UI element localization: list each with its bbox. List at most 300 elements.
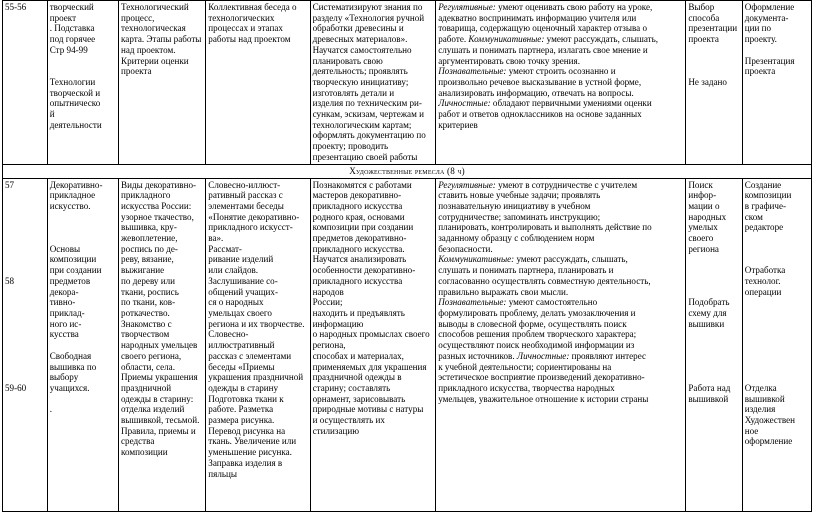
activity-type — [206, 1, 310, 165]
text-line: 58 — [5, 275, 15, 286]
section-title: Художественные ремесла (8 ч) — [3, 164, 812, 178]
text-line: умелых — [688, 222, 718, 233]
text-line: при создании — [49, 265, 102, 276]
text-line: проекта — [121, 66, 152, 77]
text-line — [50, 394, 116, 405]
text-line: Выбор — [688, 2, 715, 12]
text-line — [745, 244, 809, 255]
lesson-number — [3, 178, 48, 511]
text-line: разделу «Технология ручной — [312, 12, 425, 23]
text-line: изделия по техническим ри- — [312, 98, 422, 109]
text-line: Рассмат- — [208, 243, 242, 254]
uud-text: разных источников. — [438, 350, 517, 361]
uud-line — [438, 212, 683, 223]
text-line: Словесно-иллюст- — [208, 179, 281, 190]
text-line: Критерии оценки — [121, 55, 189, 66]
text-line — [688, 340, 739, 351]
text-line: опытническо — [49, 98, 101, 109]
lesson-topic — [47, 178, 118, 511]
text-line — [688, 351, 739, 362]
uud-line — [438, 56, 683, 67]
text-line: роспись по де- — [121, 243, 178, 254]
text-line: проекта — [688, 34, 719, 45]
text-line — [50, 233, 116, 244]
uud-line — [438, 233, 683, 244]
text-line: своего региона, — [121, 350, 182, 361]
text-line — [5, 201, 45, 212]
subject-results — [310, 178, 436, 511]
text-line: особенности декоративно- — [312, 265, 416, 276]
text-line: кусства — [49, 329, 79, 340]
text-line: творческий — [49, 2, 94, 12]
uud-category-label: Регулятивные: — [438, 2, 496, 12]
text-line: прикладного искусст- — [208, 222, 293, 233]
text-line: умельцах своего — [208, 307, 272, 318]
uud-category-label: Регулятивные: — [438, 179, 496, 190]
text-line: пяльцы — [208, 468, 238, 479]
text-line: процесс, — [121, 12, 155, 23]
uud-text: способов решения проблем творческого характера; — [438, 329, 637, 340]
uud-category-label: Познавательные: — [438, 66, 507, 77]
uud-line — [438, 180, 683, 191]
text-line: искусства России: — [121, 200, 192, 211]
uud-text: умеют рассуждать, слышать, — [514, 254, 628, 265]
uud-line — [438, 190, 683, 201]
text-line: выжигание — [121, 265, 165, 276]
text-line: Работа над — [688, 382, 731, 393]
uud-category-label: Познавательные: — [438, 297, 507, 308]
text-line: творческой и — [49, 87, 101, 98]
text-line: уменьшение рисунка. — [208, 447, 292, 458]
text-line — [688, 276, 739, 287]
activity-type — [206, 178, 310, 511]
text-line: узорное ткачество, — [121, 211, 194, 222]
text-line: технолог. — [744, 275, 781, 286]
text-line: под горячее — [49, 34, 96, 45]
text-line: Подобрать — [688, 297, 730, 308]
uud-line — [438, 201, 683, 212]
text-line: проекту. — [744, 34, 777, 45]
uud-text: адекватно воспринимать информацию учителя или — [438, 12, 637, 23]
text-line: «Понятие декоративно- — [208, 211, 300, 222]
text-line: 57 — [5, 179, 15, 190]
text-line — [688, 329, 739, 340]
text-line: композиции — [49, 254, 97, 265]
text-line: вышивкой — [744, 393, 785, 404]
text-line — [688, 362, 739, 373]
text-line — [5, 308, 45, 319]
text-line: Основы — [49, 243, 81, 254]
subject-results — [310, 1, 436, 165]
uud-line — [438, 77, 683, 88]
text-line: области, села. — [121, 361, 175, 372]
text-line: праздничной одежды в — [312, 372, 402, 383]
uud-line — [438, 265, 683, 276]
text-line: ративный рассказ с — [208, 190, 283, 201]
text-line: размера рисунка. — [208, 415, 275, 426]
text-line: реву, вязание, — [121, 254, 174, 265]
text-line: творчеством — [121, 329, 170, 340]
control-form — [742, 178, 811, 511]
text-line: своего региона — [688, 233, 719, 254]
text-line: прикладное — [49, 190, 96, 201]
text-line: народных — [688, 211, 727, 222]
text-line — [5, 372, 45, 383]
text-line: 59-60 — [5, 382, 27, 393]
text-line — [688, 372, 739, 383]
text-line: жевоплетение, — [121, 233, 178, 244]
uud-text: работ и ответов одноклассников на основе заданных — [438, 109, 642, 120]
text-line: одежды в старину: — [121, 393, 194, 404]
uud-text: аргументировать свою точку зрения. — [438, 55, 580, 66]
text-line: технологическая — [121, 23, 186, 34]
uud-text: формулировать проблему, делать умозаключения и — [438, 307, 636, 318]
text-line: информацию — [312, 318, 364, 329]
text-line: Создание — [744, 179, 782, 190]
lesson-content — [119, 178, 206, 511]
text-line — [745, 45, 809, 56]
text-line — [5, 254, 45, 265]
text-line: Стр 94-99 — [49, 44, 88, 55]
uud-text: ставить новые учебные задачи; проявлять — [438, 190, 601, 201]
uud-text: планировать, контролировать и выполнять действие по — [438, 222, 652, 233]
text-line — [5, 233, 45, 244]
text-line — [745, 297, 809, 308]
text-line: стилизацию — [312, 425, 360, 436]
uud-line — [438, 45, 683, 56]
text-line: украшения праздничной — [208, 372, 304, 383]
text-line: способах и материалах, — [312, 350, 404, 361]
text-line: России; — [312, 297, 343, 308]
uud-text: произвольно речевое высказывание в устной форме, — [438, 76, 642, 87]
table-row — [3, 1, 812, 165]
text-line: Отработка — [744, 265, 786, 276]
text-line: прикладного искусства народов — [312, 275, 403, 297]
uud-line — [438, 13, 683, 24]
text-line: планировать свою — [312, 55, 383, 66]
text-line: й — [49, 109, 55, 120]
text-line: элементами беседы — [208, 200, 284, 211]
uud-line — [438, 98, 683, 109]
text-line: региона, — [312, 340, 346, 351]
uud-text: безопасности. — [438, 243, 493, 254]
text-line: оформлять документацию по — [312, 130, 426, 141]
uud-line — [438, 394, 683, 405]
lesson-number: 55-56 — [3, 1, 48, 165]
text-line: Заслушивание со- — [208, 275, 278, 286]
text-line — [688, 45, 739, 56]
text-line: . — [49, 404, 52, 415]
text-line — [5, 190, 45, 201]
text-line — [745, 319, 809, 330]
text-line: иллюстративный — [208, 340, 275, 351]
text-line — [5, 212, 45, 223]
uud-line — [438, 23, 683, 34]
text-line: оформление — [744, 436, 793, 447]
text-line — [688, 66, 739, 77]
text-line: Свободная — [49, 350, 92, 361]
text-line — [745, 254, 809, 265]
text-line: Словесно- — [208, 329, 249, 340]
text-line: рассказ с элементами — [208, 350, 292, 361]
text-line — [745, 329, 809, 340]
uud-results — [436, 1, 686, 165]
uud-line — [438, 329, 683, 340]
uud-text: выводы в словесной форме, осуществлять поиск — [438, 318, 627, 329]
uud-line — [438, 244, 683, 255]
text-line: региона и их творчестве. — [208, 318, 305, 329]
text-line: мастеров декоративно- — [312, 190, 402, 201]
section-row — [3, 164, 812, 178]
text-line: композиции при создании — [312, 222, 414, 233]
uud-text: умеют оценивать свою работу на уроке, — [495, 2, 653, 12]
uud-text: обладают первичными умениями оценки — [490, 98, 652, 109]
text-line: вышивка, кру- — [121, 222, 177, 233]
text-line — [5, 297, 45, 308]
text-line: тивно- — [49, 297, 76, 308]
uud-text: слушать и понимать партнера, планировать и — [438, 265, 614, 276]
text-line: прикладного искусства. — [312, 243, 405, 254]
text-line: проекту; проводить — [312, 141, 389, 152]
text-line: документа- — [744, 12, 789, 23]
uud-line — [438, 383, 683, 394]
uud-text: умеют самостоятельно — [506, 297, 598, 308]
text-line: приклад- — [49, 307, 85, 318]
text-line — [745, 351, 809, 362]
text-line — [688, 287, 739, 298]
text-line — [745, 362, 809, 373]
text-line: по ткани, ков- — [121, 297, 176, 308]
text-line: предметов — [49, 275, 91, 286]
text-line: ного ис- — [49, 318, 82, 329]
text-line: и осуществлять их — [312, 415, 385, 426]
uud-line — [438, 222, 683, 233]
uud-category-label: Коммуникативные: — [468, 34, 545, 45]
text-line: Художествен — [744, 415, 796, 426]
text-line: презентации — [688, 23, 738, 34]
uud-text: прикладного искусства, творчества народных — [438, 382, 615, 393]
text-line: вышивка по — [49, 361, 97, 372]
uud-text: познавательную инициативу в учебном — [438, 200, 591, 211]
text-line: роткачество. — [121, 307, 170, 318]
uud-text: анализировать информацию, отвечать на вопросы. — [438, 87, 634, 98]
text-line: одежды в старину — [208, 382, 279, 393]
text-line: ткани, роспись — [121, 286, 179, 297]
text-line: вышивкой — [688, 393, 729, 404]
text-line: Не задано — [688, 76, 727, 87]
text-line — [688, 265, 739, 276]
uud-category-label: Личностные: — [516, 350, 570, 361]
text-line: ное — [744, 425, 759, 436]
uud-line — [438, 362, 683, 373]
text-line — [745, 233, 809, 244]
lesson-content — [119, 1, 206, 165]
text-line: прикладного искусства — [312, 200, 403, 211]
text-line: ва». — [208, 233, 224, 244]
text-line — [5, 222, 45, 233]
text-line: ткань. Увеличение или — [208, 436, 297, 447]
text-line: работе. Разметка — [208, 404, 274, 415]
text-line: над проектом. — [121, 44, 176, 55]
uud-line — [438, 120, 683, 131]
text-line: праздничной — [121, 382, 172, 393]
lesson-topic — [47, 1, 118, 165]
text-line: Виды декоративно- — [121, 179, 197, 190]
text-line: Познакомятся с работами — [312, 179, 412, 190]
text-line: о народных промыслах своего — [312, 329, 430, 340]
text-line: Технологический — [121, 2, 189, 12]
text-line: находить и предъявлять — [312, 307, 405, 318]
uud-text: умеют рассуждать, слышать, — [544, 34, 659, 45]
text-line: Оформление — [744, 2, 795, 12]
text-line — [688, 56, 739, 67]
uud-text: сотрудничестве; запоминать инструкцию; — [438, 211, 601, 222]
uud-line — [438, 340, 683, 351]
uud-results — [436, 178, 686, 511]
table-row — [3, 178, 812, 511]
text-line: вышивки — [688, 318, 725, 329]
text-line: обработки древесины и — [312, 23, 404, 34]
text-line: карта. Этапы работы — [121, 34, 202, 45]
text-line: Отделка — [744, 382, 777, 393]
text-line — [745, 372, 809, 383]
uud-line — [438, 287, 683, 298]
text-line: процессах и этапах — [208, 23, 283, 34]
uud-line — [438, 2, 683, 13]
text-line: средства — [121, 436, 155, 447]
text-line: общений учащих- — [208, 286, 278, 297]
uud-text: работе. — [438, 34, 469, 45]
uud-text: слушать и понимать партнера, излагать свое мнение и — [438, 44, 648, 55]
text-line: народных умельцев — [121, 340, 198, 351]
text-line: Знакомство с — [121, 318, 172, 329]
text-line: Приемы украшения — [121, 372, 198, 383]
uud-line — [438, 109, 683, 120]
text-line: работы над проектом — [208, 34, 291, 45]
text-line: Технологии — [49, 76, 96, 87]
text-line — [745, 308, 809, 319]
text-line: композиции — [121, 447, 168, 458]
text-line: технологическим картам; — [312, 119, 412, 130]
text-line: старину; составлять — [312, 382, 391, 393]
text-line — [5, 329, 45, 340]
text-line: редакторе — [744, 222, 784, 233]
text-line: предметов декоративно- — [312, 233, 407, 244]
uud-text: умельцев, уважительное отношение к истории страны — [438, 393, 649, 404]
uud-line — [438, 297, 683, 308]
text-line: Поиск инфор- — [688, 179, 717, 201]
text-line — [50, 56, 116, 67]
text-line — [5, 351, 45, 362]
uud-line — [438, 254, 683, 265]
text-line: в графиче- — [744, 200, 787, 211]
text-line: изготовлять детали и — [312, 87, 395, 98]
text-line: учащихся. — [49, 382, 90, 393]
uud-text: к учебной деятельности; сориентированы на — [438, 361, 612, 372]
uud-line — [438, 372, 683, 383]
uud-text: проявляют интерес — [569, 350, 647, 361]
text-line: Декоративно- — [49, 179, 103, 190]
text-line: Перевод рисунка на — [208, 425, 286, 436]
uud-line — [438, 351, 683, 362]
text-line: ривание изделий — [208, 254, 274, 265]
text-line: деятельность; проявлять — [312, 66, 408, 77]
text-line: операции — [744, 286, 782, 297]
text-line: применяемых для украшения — [312, 361, 427, 372]
text-line: Систематизируют знания по — [312, 2, 423, 12]
text-line — [5, 287, 45, 298]
text-line: природные мотивы с натуры — [312, 404, 424, 415]
text-line — [50, 222, 116, 233]
text-line: родного края, основами — [312, 211, 405, 222]
text-line — [688, 254, 739, 265]
text-line: древесных материалов». — [312, 34, 408, 45]
text-line: орнамент, зарисовывать — [312, 393, 406, 404]
text-line: . Подставка — [49, 23, 95, 34]
uud-line — [438, 34, 683, 45]
text-line: композиции — [744, 190, 792, 201]
text-line: прикладного — [121, 190, 171, 201]
text-line: беседы «Приемы — [208, 361, 275, 372]
uud-category-label: Личностные: — [438, 98, 491, 109]
text-line: искусство. — [49, 200, 91, 211]
text-line: проект — [49, 12, 77, 23]
text-line — [50, 212, 116, 223]
text-line: презентацию своей работы — [312, 151, 418, 162]
text-line — [50, 340, 116, 351]
text-line: ском — [744, 211, 763, 222]
lesson-plan-table — [2, 0, 812, 512]
homework — [686, 1, 742, 165]
text-line: декора- — [49, 286, 79, 297]
text-line — [5, 362, 45, 373]
text-line — [5, 244, 45, 255]
text-line: проекта — [744, 66, 776, 77]
uud-text: товарища, содержащую оценочный характер отзыва о — [438, 23, 648, 34]
text-line: ции по — [744, 23, 772, 34]
text-line: мации о — [688, 200, 720, 211]
uud-text: согласованно осуществлять совместную деятельность, — [438, 275, 651, 286]
text-line: Правила, приемы и — [121, 425, 196, 436]
text-line: Коллективная беседа о — [208, 2, 297, 12]
text-line: сункам, эскизам, чертежам и — [312, 109, 424, 120]
text-line: вышивкой, тесьмой. — [121, 415, 200, 426]
uud-text: умеют в сотрудничестве с учителем — [495, 179, 638, 190]
uud-category-label: Коммуникативные: — [438, 254, 515, 265]
text-line: схему для — [688, 307, 727, 318]
uud-line — [438, 319, 683, 330]
text-line — [745, 340, 809, 351]
uud-line — [438, 88, 683, 99]
text-line: или слайдов. — [208, 265, 259, 276]
text-line — [5, 265, 45, 276]
uud-text: умеют строить осознанно и — [506, 66, 616, 77]
text-line: деятельности — [49, 119, 102, 130]
text-line — [5, 340, 45, 351]
uud-line — [438, 308, 683, 319]
text-line: Заправка изделия в — [208, 457, 283, 468]
text-line: Научатся анализировать — [312, 254, 407, 265]
text-line — [50, 66, 116, 77]
uud-text: эстетическое восприятие произведений декоративно- — [438, 372, 645, 383]
text-line: отделка изделий — [121, 404, 185, 415]
text-line: способа — [688, 12, 720, 23]
text-line: Презентация — [744, 55, 795, 66]
uud-line — [438, 276, 683, 287]
control-form — [742, 1, 811, 165]
text-line: по дереву или — [121, 275, 176, 286]
text-line — [5, 319, 45, 330]
